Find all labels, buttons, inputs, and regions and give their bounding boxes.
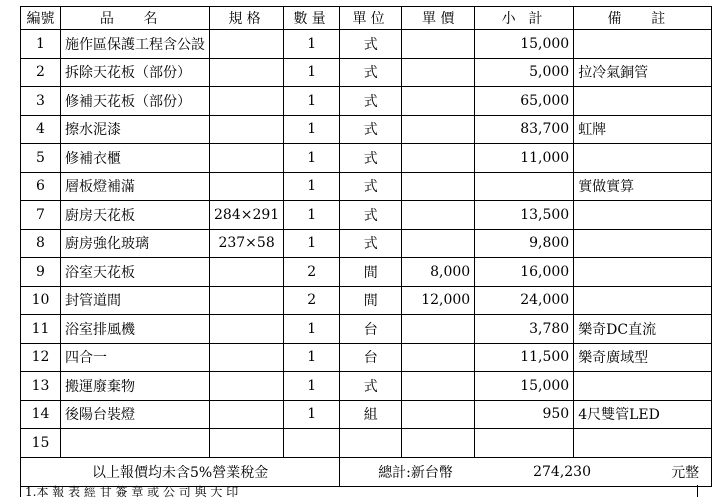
table-row <box>21 315 712 344</box>
item-unit: 式 <box>340 372 402 401</box>
item-spec <box>210 286 284 315</box>
table-row <box>21 286 712 315</box>
item-remark: 虹牌 <box>574 115 712 144</box>
row-number: 3 <box>21 87 61 116</box>
item-qty <box>284 429 340 458</box>
item-subtotal: 65,000 <box>475 87 574 116</box>
table-row <box>21 201 712 230</box>
item-name: 擦水泥漆 <box>61 115 210 144</box>
row-number: 4 <box>21 115 61 144</box>
item-remark <box>574 372 712 401</box>
item-remark <box>574 87 712 116</box>
item-remark: 樂奇廣域型 <box>574 343 712 372</box>
table-row <box>21 229 712 258</box>
item-name: 封管道間 <box>61 286 210 315</box>
item-price <box>402 30 475 59</box>
header-remark: 備 註 <box>574 7 712 30</box>
row-number: 6 <box>21 172 61 201</box>
row-number: 11 <box>21 315 61 344</box>
header-name: 品 名 <box>61 7 210 30</box>
item-name: 層板燈補滿 <box>61 172 210 201</box>
item-remark <box>574 144 712 173</box>
header-subtotal: 小 計 <box>475 7 574 30</box>
item-qty: 1 <box>284 400 340 429</box>
item-subtotal: 83,700 <box>475 115 574 144</box>
header-price: 單 價 <box>402 7 475 30</box>
table-row <box>21 87 712 116</box>
item-subtotal <box>475 429 574 458</box>
item-name: 浴室天花板 <box>61 258 210 287</box>
table-row <box>21 258 712 287</box>
item-price <box>402 58 475 87</box>
total-value: 274,230 <box>533 463 591 480</box>
header-spec: 規格 <box>210 7 284 30</box>
item-price <box>402 115 475 144</box>
item-spec: 237×58 <box>210 229 284 258</box>
item-remark <box>574 429 712 458</box>
item-subtotal: 15,000 <box>475 372 574 401</box>
item-qty: 1 <box>284 201 340 230</box>
item-price <box>402 144 475 173</box>
item-price <box>402 315 475 344</box>
footer-note <box>20 485 698 497</box>
row-number: 13 <box>21 372 61 401</box>
item-unit: 式 <box>340 58 402 87</box>
header-unit: 單位 <box>340 7 402 30</box>
item-spec <box>210 400 284 429</box>
item-price: 12,000 <box>402 286 475 315</box>
item-name: 拆除天花板（部份） <box>61 58 210 87</box>
item-name: 浴室排風機 <box>61 315 210 344</box>
item-unit: 式 <box>340 87 402 116</box>
table-row <box>21 400 712 429</box>
item-qty: 1 <box>284 172 340 201</box>
item-unit <box>340 429 402 458</box>
item-remark <box>574 30 712 59</box>
item-spec <box>210 144 284 173</box>
item-name: 四合一 <box>61 343 210 372</box>
item-subtotal: 3,780 <box>475 315 574 344</box>
item-remark: 樂奇DC直流 <box>574 315 712 344</box>
item-unit: 組 <box>340 400 402 429</box>
item-qty: 1 <box>284 144 340 173</box>
table-row <box>21 172 712 201</box>
item-qty: 1 <box>284 315 340 344</box>
item-price <box>402 429 475 458</box>
item-subtotal: 15,000 <box>475 30 574 59</box>
row-number: 2 <box>21 58 61 87</box>
item-subtotal <box>475 172 574 201</box>
item-spec <box>210 315 284 344</box>
item-unit: 式 <box>340 201 402 230</box>
row-number: 15 <box>21 429 61 458</box>
item-spec <box>210 30 284 59</box>
total-cell <box>340 457 712 486</box>
item-spec <box>210 58 284 87</box>
item-unit: 式 <box>340 115 402 144</box>
item-qty: 1 <box>284 115 340 144</box>
item-remark <box>574 229 712 258</box>
item-unit: 式 <box>340 229 402 258</box>
table-row <box>21 144 712 173</box>
item-unit: 式 <box>340 30 402 59</box>
item-name: 後陽台裝燈 <box>61 400 210 429</box>
item-remark <box>574 201 712 230</box>
item-remark <box>574 258 712 287</box>
item-name: 廚房強化玻璃 <box>61 229 210 258</box>
item-name: 廚房天花板 <box>61 201 210 230</box>
header-qty: 數量 <box>284 7 340 30</box>
item-unit: 台 <box>340 343 402 372</box>
item-qty: 2 <box>284 258 340 287</box>
table-row <box>21 58 712 87</box>
item-qty: 1 <box>284 343 340 372</box>
item-price <box>402 172 475 201</box>
item-subtotal: 13,500 <box>475 201 574 230</box>
row-number: 10 <box>21 286 61 315</box>
item-remark: 拉冷氣銅管 <box>574 58 712 87</box>
item-unit: 間 <box>340 258 402 287</box>
item-unit: 式 <box>340 172 402 201</box>
header-row <box>21 7 712 30</box>
item-name <box>61 429 210 458</box>
item-price <box>402 343 475 372</box>
row-number: 5 <box>21 144 61 173</box>
row-number: 14 <box>21 400 61 429</box>
table-row <box>21 372 712 401</box>
item-price <box>402 229 475 258</box>
item-spec <box>210 115 284 144</box>
row-number: 7 <box>21 201 61 230</box>
total-row <box>21 457 712 486</box>
item-qty: 1 <box>284 229 340 258</box>
currency-suffix: 元整 <box>671 464 700 481</box>
item-price <box>402 201 475 230</box>
item-remark: 實做實算 <box>574 172 712 201</box>
table-row <box>21 429 712 458</box>
item-remark <box>574 286 712 315</box>
item-spec <box>210 372 284 401</box>
row-number: 12 <box>21 343 61 372</box>
item-name: 搬運廢棄物 <box>61 372 210 401</box>
table-row <box>21 30 712 59</box>
item-spec <box>210 87 284 116</box>
item-qty: 1 <box>284 372 340 401</box>
item-qty: 1 <box>284 87 340 116</box>
item-spec: 284×291 <box>210 201 284 230</box>
item-spec <box>210 172 284 201</box>
item-subtotal: 11,000 <box>475 144 574 173</box>
table-row <box>21 115 712 144</box>
item-name: 修補天花板（部份） <box>61 87 210 116</box>
item-price: 8,000 <box>402 258 475 287</box>
item-spec <box>210 429 284 458</box>
item-unit: 間 <box>340 286 402 315</box>
item-subtotal: 16,000 <box>475 258 574 287</box>
item-spec <box>210 258 284 287</box>
item-spec <box>210 343 284 372</box>
item-qty: 1 <box>284 30 340 59</box>
item-subtotal: 9,800 <box>475 229 574 258</box>
item-name: 施作區保護工程含公設 <box>61 30 210 59</box>
row-number: 8 <box>21 229 61 258</box>
item-qty: 2 <box>284 286 340 315</box>
item-price <box>402 87 475 116</box>
item-name: 修補衣櫃 <box>61 144 210 173</box>
item-subtotal: 950 <box>475 400 574 429</box>
item-unit: 式 <box>340 144 402 173</box>
item-unit: 台 <box>340 315 402 344</box>
item-remark: 4尺雙管LED <box>574 400 712 429</box>
table-row <box>21 343 712 372</box>
item-subtotal: 11,500 <box>475 343 574 372</box>
quote-table <box>20 6 712 487</box>
item-qty: 1 <box>284 58 340 87</box>
item-subtotal: 24,000 <box>475 286 574 315</box>
footer-note-text: 1.本 報 表 經 甘 簽 章 或 公 司 與 大 印 <box>25 485 239 497</box>
item-price <box>402 372 475 401</box>
header-no: 編號 <box>21 7 61 30</box>
total-label: 總計:新台幣 <box>378 464 453 481</box>
row-number: 9 <box>21 258 61 287</box>
item-subtotal: 5,000 <box>475 58 574 87</box>
row-number: 1 <box>21 30 61 59</box>
item-price <box>402 400 475 429</box>
tax-note: 以上報價均未含5%營業稅金 <box>21 457 340 486</box>
